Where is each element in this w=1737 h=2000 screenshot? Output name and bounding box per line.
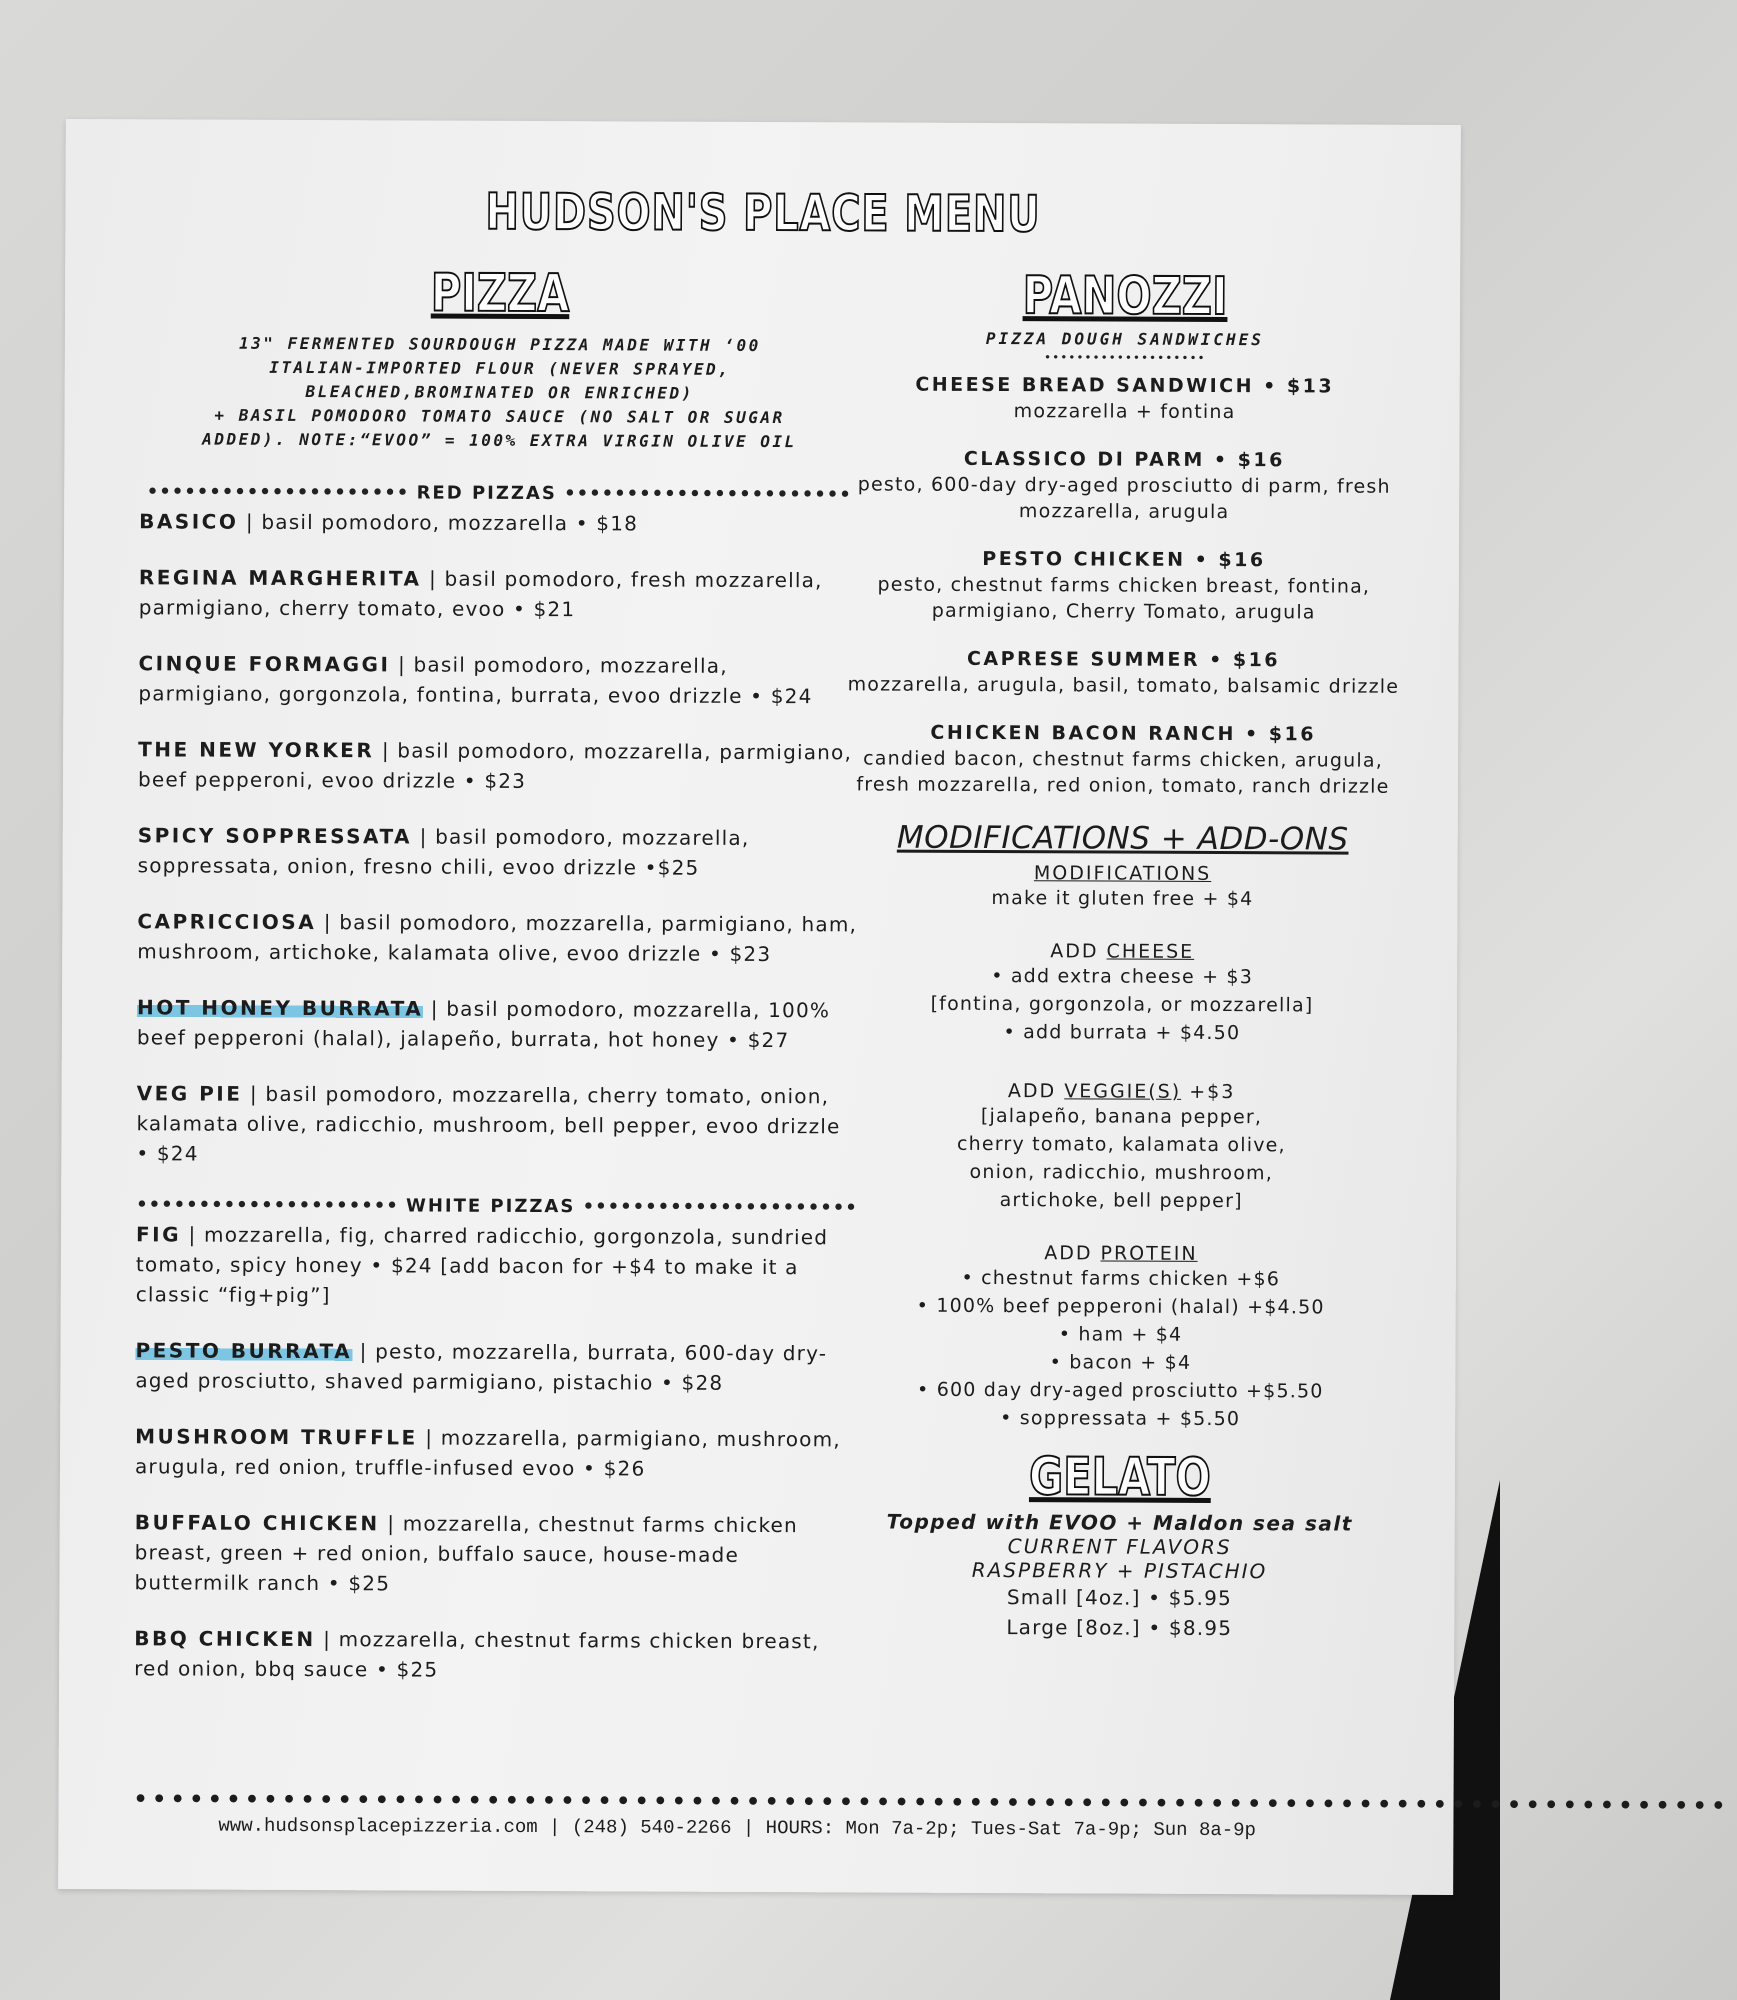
pizza-column xyxy=(134,259,860,1712)
mod-line: • chestnut farms chicken +$6 xyxy=(961,1266,1281,1291)
white-pizzas-label: WHITE PIZZAS xyxy=(405,1195,576,1218)
panozzi-description: pesto, 600-day dry-aged prosciutto di parm, fresh mozzarella, arugula xyxy=(857,473,1391,524)
panozzi-dots: •••••••••••••••••••• xyxy=(1044,350,1206,365)
intro-line: ITALIAN-IMPORTED FLOUR (NEVER SPRAYED, xyxy=(269,357,731,379)
pizza-description: | mozzarella, chestnut farms chicken breast, green + red onion, buffalo sauce, house-made buttermilk ranch • $25 xyxy=(134,1511,799,1596)
pizza-item xyxy=(138,820,858,883)
pizza-description: | basil pomodoro, mozzarella, parmigiano, beef pepperoni, evoo drizzle • $23 xyxy=(137,738,853,793)
pizza-name: CINQUE FORMAGGI xyxy=(138,651,391,677)
pizza-item xyxy=(135,1421,855,1484)
pizza-name: BUFFALO CHICKEN xyxy=(134,1510,380,1536)
panozzi-description: mozzarella + fontina xyxy=(1013,400,1236,424)
panozzi-heading: PANOZZI xyxy=(1022,266,1228,328)
pizza-description: | mozzarella, parmigiano, mushroom, arugula, red onion, truffle-infused evoo • $26 xyxy=(134,1425,841,1481)
pizza-description: | basil pomodoro, mozzarella • $18 xyxy=(238,509,639,536)
red-pizzas-divider: ••••••••••••••••••••• RED PIZZAS ••••••••••••••••••••••• xyxy=(146,481,852,506)
pizza-intro xyxy=(139,331,860,454)
panozzi-name: PESTO CHICKEN • $16 xyxy=(982,547,1266,572)
label: PROTEIN xyxy=(1100,1242,1198,1265)
panozzi-item xyxy=(844,545,1404,625)
label: VEGGIE(S) xyxy=(1064,1080,1182,1103)
prefix: ADD xyxy=(1007,1080,1065,1103)
pizza-description: | pesto, mozzarella, burrata, 600-day dry-aged prosciutto, shaved parmigiano, pistachio • $28 xyxy=(135,1339,828,1395)
mod-line: • add burrata + $4.50 xyxy=(1003,1021,1241,1045)
mod-line: [jalapeño, banana pepper, xyxy=(980,1104,1263,1129)
pizza-description: | basil pomodoro, mozzarella, parmigiano, gorgonzola, fontina, burrata, evoo drizzle • $24 xyxy=(138,652,813,709)
pizza-name: MUSHROOM TRUFFLE xyxy=(135,1424,418,1450)
protein-lines xyxy=(840,1263,1401,1433)
pizza-name: VEG PIE xyxy=(136,1081,243,1106)
label: CHEESE xyxy=(1106,940,1195,963)
pizza-name: REGINA MARGHERITA xyxy=(138,565,422,591)
pizza-description: | mozzarella, chestnut farms chicken breast, red onion, bbq sauce • $25 xyxy=(134,1627,820,1682)
gelato-size-large: Large [8oz.] • $8.95 xyxy=(1006,1615,1233,1641)
menu-title: HUDSON'S PLACE MENU xyxy=(485,182,1041,244)
mod-line: • soppressata + $5.50 xyxy=(1000,1407,1241,1431)
pizza-description: | basil pomodoro, mozzarella, parmigiano, ham, mushroom, artichoke, kalamata olive, evoo drizzle • $23 xyxy=(137,910,858,967)
intro-line: BLEACHED,BROMINATED OR ENRICHED) xyxy=(305,382,694,403)
intro-line: 13" FERMENTED SOURDOUGH PIZZA MADE WITH ‘00 xyxy=(238,333,761,355)
pizza-name: PESTO BURRATA xyxy=(135,1338,353,1364)
veggie-lines xyxy=(841,1101,1401,1215)
add-cheese-label xyxy=(842,939,1402,963)
pizza-item xyxy=(136,1219,856,1312)
panozzi-name: CLASSICO DI PARM • $16 xyxy=(963,447,1285,472)
mod-line: onion, radicchio, mushroom, xyxy=(969,1160,1274,1185)
mod-line: cherry tomato, kalamata olive, xyxy=(956,1132,1286,1157)
mod-line: • add extra cheese + $3 xyxy=(991,965,1254,989)
pizza-item xyxy=(138,648,858,711)
pizza-heading: PIZZA xyxy=(430,263,570,325)
gelato-size-small: Small [4oz.] • $5.95 xyxy=(1006,1585,1233,1611)
pizza-item xyxy=(136,1078,856,1171)
suffix: +$3 xyxy=(1181,1080,1236,1104)
pizza-description: | basil pomodoro, fresh mozzarella, parmigiano, cherry tomato, evoo • $21 xyxy=(138,566,823,622)
panozzi-subtitle: PIZZA DOUGH SANDWICHES xyxy=(985,328,1264,350)
mod-line: • ham + $4 xyxy=(1058,1323,1183,1346)
current-flavors-label: CURRENT FLAVORS xyxy=(1007,1534,1232,1560)
pizza-name: THE NEW YORKER xyxy=(138,737,375,763)
pizza-name: BBQ CHICKEN xyxy=(134,1626,316,1652)
mod-line: [fontina, gorgonzola, or mozzarella] xyxy=(930,992,1314,1017)
white-pizza-list xyxy=(134,1219,856,1686)
white-pizzas-divider: ••••••••••••••••••••• WHITE PIZZAS •••••••••••••••••••••• xyxy=(136,1194,858,1219)
pizza-item xyxy=(135,1335,855,1398)
menu-sheet xyxy=(58,119,1730,1895)
pizza-item xyxy=(134,1623,854,1686)
panozzi-item xyxy=(844,445,1404,525)
mod-line: make it gluten free + $4 xyxy=(991,887,1254,911)
red-pizzas-label: RED PIZZAS xyxy=(416,482,557,505)
pizza-description: | basil pomodoro, mozzarella, 100% beef pepperoni (halal), jalapeño, burrata, hot honey • $27 xyxy=(136,996,831,1053)
right-column xyxy=(839,262,1405,1643)
prefix: ADD xyxy=(1050,940,1107,963)
mods-heading: MODIFICATIONS + ADD-ONS xyxy=(896,819,1349,858)
intro-line: ADDED). NOTE:“EVOO” = 100% EXTRA VIRGIN OLIVE OIL xyxy=(202,429,797,452)
cheese-lines xyxy=(842,961,1402,1047)
panozzi-name: CAPRESE SUMMER • $16 xyxy=(966,647,1281,672)
panozzi-description: pesto, chestnut farms chicken breast, fontina, parmigiano, Cherry Tomato, arugula xyxy=(877,573,1371,624)
footer xyxy=(133,1787,1730,1842)
add-veggies-label xyxy=(842,1079,1402,1103)
panozzi-item xyxy=(843,719,1403,799)
pizza-item xyxy=(134,1507,854,1600)
panozzi-name: CHICKEN BACON RANCH • $16 xyxy=(930,721,1316,746)
footer-contact: www.hudsonsplacepizzeria.com | (248) 540-2266 | HOURS: Mon 7a-2p; Tues-Sat 7a-9p; Sun 8a-9p xyxy=(218,1814,1257,1842)
panozzi-description: candied bacon, chestnut farms chicken, arugula, fresh mozzarella, red onion, tomato, ranch drizzle xyxy=(856,747,1390,798)
pizza-description: | mozzarella, fig, charred radicchio, gorgonzola, sundried tomato, spicy honey • $24 [add bacon for +$4 to make it a classic “fig+pig”] xyxy=(135,1222,829,1308)
pizza-name: SPICY SOPPRESSATA xyxy=(137,823,413,849)
gelato-heading: GELATO xyxy=(1028,1447,1211,1508)
panozzi-description: mozzarella, arugula, basil, tomato, balsamic drizzle xyxy=(847,673,1400,698)
pizza-description: | basil pomodoro, mozzarella, soppressata, onion, fresno chili, evoo drizzle •$25 xyxy=(137,824,750,880)
mod-line: • 600 day dry-aged prosciutto +$5.50 xyxy=(917,1378,1324,1403)
gelato-flavors: RASPBERRY + PISTACHIO xyxy=(971,1557,1268,1584)
add-protein-label xyxy=(841,1241,1401,1265)
prefix: ADD xyxy=(1044,1242,1101,1265)
modifications-lines xyxy=(842,883,1402,913)
pizza-name: HOT HONEY BURRATA xyxy=(136,995,424,1021)
intro-line: + BASIL POMODORO TOMATO SAUCE (NO SALT OR SUGAR xyxy=(214,405,785,428)
mod-line: • bacon + $4 xyxy=(1049,1351,1192,1374)
panozzi-item xyxy=(845,371,1405,425)
mod-line: artichoke, bell pepper] xyxy=(999,1189,1243,1213)
pizza-name: BASICO xyxy=(139,509,239,534)
gelato-note: Topped with EVOO + Maldon sea salt xyxy=(886,1509,1353,1536)
pizza-item xyxy=(138,734,858,797)
panozzi-name: CHEESE BREAD SANDWICH • $13 xyxy=(915,373,1335,398)
pizza-item xyxy=(137,906,857,969)
pizza-name: FIG xyxy=(135,1222,182,1247)
red-pizza-list xyxy=(136,506,859,1171)
mod-line: • 100% beef pepperoni (halal) +$4.50 xyxy=(916,1294,1325,1319)
panozzi-item xyxy=(843,645,1403,699)
footer-dots: •••••••••••••••••••••••••••••••••••••••••••••••••••••••••••••••••••••••••••••••••••••• xyxy=(133,1787,1730,1820)
pizza-item xyxy=(137,992,857,1055)
pizza-name: CAPRICCIOSA xyxy=(137,909,317,935)
pizza-item xyxy=(139,506,859,539)
panozzi-list xyxy=(843,371,1405,799)
pizza-description: | basil pomodoro, mozzarella, cherry tomato, onion, kalamata olive, radicchio, mushroom, bell pepper, evoo drizzle • $24 xyxy=(136,1081,841,1166)
modifications-label: MODIFICATIONS xyxy=(1033,862,1212,885)
pizza-item xyxy=(139,562,859,625)
